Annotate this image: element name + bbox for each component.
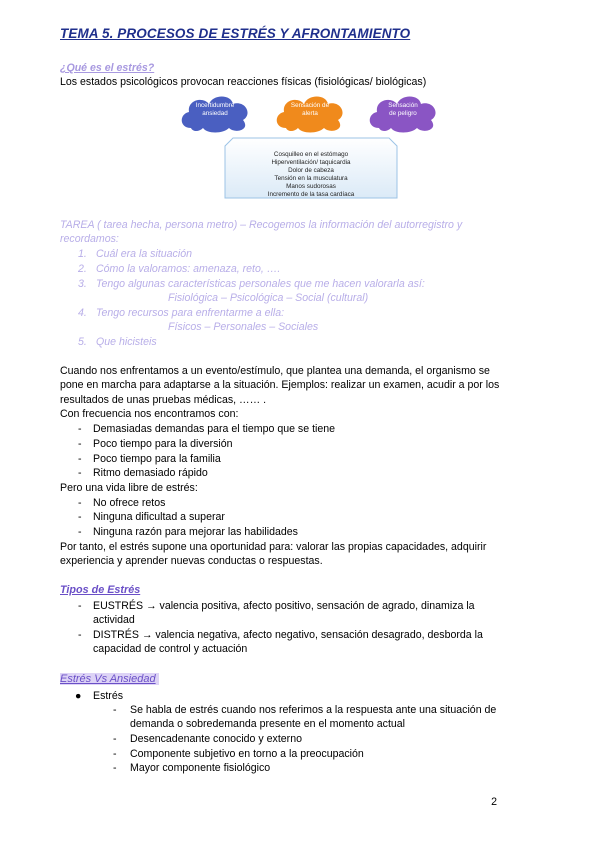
dash-marker: - xyxy=(78,511,82,523)
tarea-line-1: TAREA ( tarea hecha, persona metro) – Recogemos la información del autorregistro y xyxy=(60,219,463,231)
tarea-item: Cómo la valoramos: amenaza, reto, …. xyxy=(96,263,281,275)
paragraph-line: Cuando nos enfrentamos a un evento/estímulo, que plantea una demanda, el organismo se xyxy=(60,365,490,377)
tarea-item: Cuál era la situación xyxy=(96,248,192,260)
bullet-dot-icon: ● xyxy=(75,690,82,702)
estres-item-cont: demanda o sobredemanda presente en el momento actual xyxy=(130,718,406,730)
page-title: TEMA 5. PROCESOS DE ESTRÉS Y AFRONTAMIENTO xyxy=(60,26,411,41)
dash-marker: - xyxy=(78,438,82,450)
paragraph-line: Por tanto, el estrés supone una oportunidad para: valorar las propias capacidades, adquirir xyxy=(60,541,487,553)
paragraph-line: resultados de unas pruebas médicas, …… . xyxy=(60,394,267,406)
vs-heading: Estrés Vs Ansiedad xyxy=(60,673,159,685)
cloud-peligro: Sensación de peligro xyxy=(365,92,441,134)
tarea-subitem: Fisiológica – Psicológica – Social (cultural) xyxy=(168,292,369,304)
paragraph-line: experiencia y aprender nuevas conductas o respuestas. xyxy=(60,555,323,567)
tarea-item-num: 2. xyxy=(78,263,87,275)
intro-text: Los estados psicológicos provocan reacciones físicas (fisiológicas/ biológicas) xyxy=(60,76,427,88)
list-item: Ritmo demasiado rápido xyxy=(93,467,208,479)
tipos-item: DISTRÉS → valencia negativa, afecto negativo, sensación desagrado, desborda la xyxy=(93,629,483,641)
dash-marker: - xyxy=(78,526,82,538)
list-item: Poco tiempo para la diversión xyxy=(93,438,233,450)
estres-item: Se habla de estrés cuando nos referimos a la respuesta ante una situación de xyxy=(130,704,497,716)
tarea-item-num: 5. xyxy=(78,336,87,348)
symptoms-box xyxy=(223,136,399,200)
dash-marker: - xyxy=(78,467,82,479)
list-item: Poco tiempo para la familia xyxy=(93,453,221,465)
dash-marker: - xyxy=(78,600,82,612)
list-item: Demasiadas demandas para el tiempo que se tiene xyxy=(93,423,336,435)
tarea-item: Tengo recursos para enfrentarme a ella: xyxy=(96,307,285,319)
list-item: Ninguna dificultad a superar xyxy=(93,511,225,523)
tarea-subitem: Físicos – Personales – Sociales xyxy=(168,321,319,333)
tarea-item-num: 3. xyxy=(78,278,87,290)
dash-marker: - xyxy=(113,704,117,716)
tarea-item: Que hicisteis xyxy=(96,336,157,348)
bullet-label: Estrés xyxy=(93,690,124,702)
list-item: No ofrece retos xyxy=(93,497,166,509)
list-item: Ninguna razón para mejorar las habilidades xyxy=(93,526,298,538)
symptoms-text: Cosquilleo en el estómago Hiperventilación/ taquicardia Dolor de cabeza Tensión en la musculatura Manos sudorosas Incremento de la tasa cardíaca xyxy=(267,151,355,198)
estres-item: Componente subjetivo en torno a la preocupación xyxy=(130,748,364,760)
cloud-incertidumbre: Incertidumbre ansiedad xyxy=(177,92,253,134)
paragraph-line: pone en marcha para adaptarse a la situación. Ejemplos: realizar un examen, acudir a por los xyxy=(60,379,500,391)
estres-item: Desencadenante conocido y externo xyxy=(130,733,302,745)
cloud-alerta: Sensación de alerta xyxy=(272,92,348,134)
dash-marker: - xyxy=(78,423,82,435)
tipos-item-cont: actividad xyxy=(93,614,135,626)
page-number: 2 xyxy=(491,796,497,808)
stress-diagram xyxy=(175,88,445,203)
dash-marker: - xyxy=(78,453,82,465)
tipos-item: EUSTRÉS → valencia positiva, afecto positivo, sensación de agrado, dinamiza la xyxy=(93,600,475,612)
libre-label: Pero una vida libre de estrés: xyxy=(60,482,198,494)
frecuencia-label: Con frecuencia nos encontramos con: xyxy=(60,408,239,420)
dash-marker: - xyxy=(113,748,117,760)
tipos-heading: Tipos de Estrés xyxy=(60,584,141,596)
dash-marker: - xyxy=(113,733,117,745)
dash-marker: - xyxy=(78,497,82,509)
question-heading: ¿Qué es el estrés? xyxy=(60,62,155,74)
estres-item: Mayor componente fisiológico xyxy=(130,762,271,774)
tarea-item-num: 1. xyxy=(78,248,87,260)
tarea-item: Tengo algunas características personales que me hacen valorarla así: xyxy=(96,278,425,290)
tipos-item-cont: capacidad de control y actuación xyxy=(93,643,248,655)
tarea-item-num: 4. xyxy=(78,307,87,319)
dash-marker: - xyxy=(113,762,117,774)
tarea-line-2: recordamos: xyxy=(60,233,119,245)
dash-marker: - xyxy=(78,629,82,641)
